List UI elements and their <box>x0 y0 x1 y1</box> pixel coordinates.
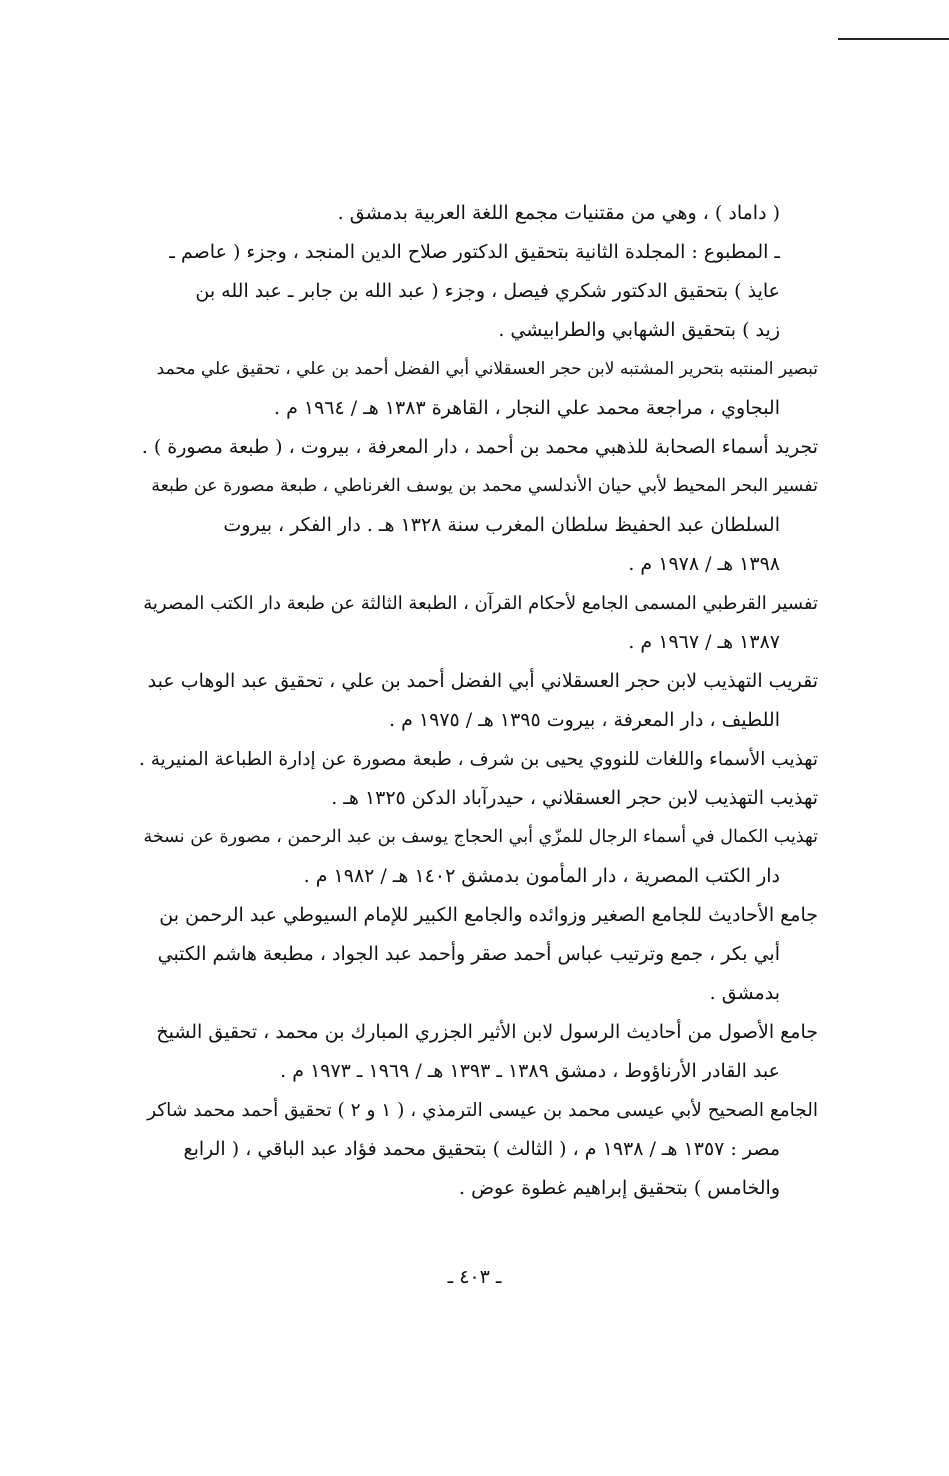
text-line: تفسير القرطبي المسمى الجامع لأحكام القرآن ، الطبعة الثالثة عن طبعة دار الكتب المصرية <box>143 593 818 614</box>
text-line: تهذيب التهذيب لابن حجر العسقلاني ، حيدرآباد الدكن ١٣٢٥ هـ . <box>331 787 818 809</box>
bibliography-text <box>138 194 818 1208</box>
text-line: تهذيب الأسماء واللغات للنووي يحيى بن شرف ، طبعة مصورة عن إدارة الطباعة المنيرية . <box>138 749 818 770</box>
text-line: تفسير البحر المحيط لأبي حيان الأندلسي محمد بن يوسف الغرناطي ، طبعة مصورة عن طبعة <box>151 476 818 496</box>
text-line: ـ المطبوع : المجلدة الثانية بتحقيق الدكتور صلاح الدين المنجد ، وجزء ( عاصم ـ <box>169 241 780 263</box>
text-line: تبصير المنتبه بتحرير المشتبه لابن حجر العسقلاني أبي الفضل أحمد بن علي ، تحقيق علي محمد <box>156 359 818 379</box>
text-line: زيد ) بتحقيق الشهابي والطرابيشي . <box>498 319 780 341</box>
text-line: ( داماد ) ، وهي من مقتنيات مجمع اللغة العربية بدمشق . <box>337 202 780 224</box>
text-line: البجاوي ، مراجعة محمد علي النجار ، القاهرة ١٣٨٣ هـ / ١٩٦٤ م . <box>274 397 780 419</box>
text-line: تجريد أسماء الصحابة للذهبي محمد بن أحمد ، دار المعرفة ، بيروت ، ( طبعة مصورة ) . <box>141 436 818 458</box>
text-line: تقريب التهذيب لابن حجر العسقلاني أبي الفضل أحمد بن علي ، تحقيق عبد الوهاب عبد <box>147 670 818 692</box>
text-line: جامع الأصول من أحاديث الرسول لابن الأثير الجزري المبارك بن محمد ، تحقيق الشيخ <box>156 1021 818 1043</box>
text-line: تهذيب الكمال في أسماء الرجال للمزّي أبي الحجاج يوسف بن عبد الرحمن ، مصورة عن نسخة <box>143 827 818 847</box>
text-line: عبد القادر الأرناؤوط ، دمشق ١٣٨٩ ـ ١٣٩٣ هـ / ١٩٦٩ ـ ١٩٧٣ م . <box>280 1060 780 1082</box>
text-line: عايذ ) بتحقيق الدكتور شكري فيصل ، وجزء ( عبد الله بن جابر ـ عبد الله بن <box>195 280 780 302</box>
text-line: والخامس ) بتحقيق إبراهيم غطوة عوض . <box>458 1177 780 1199</box>
top-rule <box>838 38 949 40</box>
text-line: أبي بكر ، جمع وترتيب عباس أحمد صقر وأحمد عبد الجواد ، مطبعة هاشم الكتبي <box>157 943 780 965</box>
text-line: السلطان عبد الحفيظ سلطان المغرب سنة ١٣٢٨ هـ . دار الفكر ، بيروت <box>223 514 780 536</box>
text-line: ١٣٩٨ هـ / ١٩٧٨ م . <box>628 553 780 575</box>
text-line: جامع الأحاديث للجامع الصغير وزوائده والجامع الكبير للإمام السيوطي عبد الرحمن بن <box>159 904 818 926</box>
page-number: ـ ٤٠٣ ـ <box>447 1266 502 1288</box>
text-line: دار الكتب المصرية ، دار المأمون بدمشق ١٤٠٢ هـ / ١٩٨٢ م . <box>303 865 780 887</box>
text-line: ١٣٨٧ هـ / ١٩٦٧ م . <box>628 631 780 653</box>
text-line: مصر : ١٣٥٧ هـ / ١٩٣٨ م ، ( الثالث ) بتحقيق محمد فؤاد عبد الباقي ، ( الرابع <box>183 1138 780 1160</box>
text-line: الجامع الصحيح لأبي عيسى محمد بن عيسى الترمذي ، ( ١ و ٢ ) تحقيق أحمد محمد شاكر <box>147 1100 818 1121</box>
text-line: اللطيف ، دار المعرفة ، بيروت ١٣٩٥ هـ / ١٩٧٥ م . <box>389 709 780 731</box>
text-line: بدمشق . <box>709 982 780 1004</box>
